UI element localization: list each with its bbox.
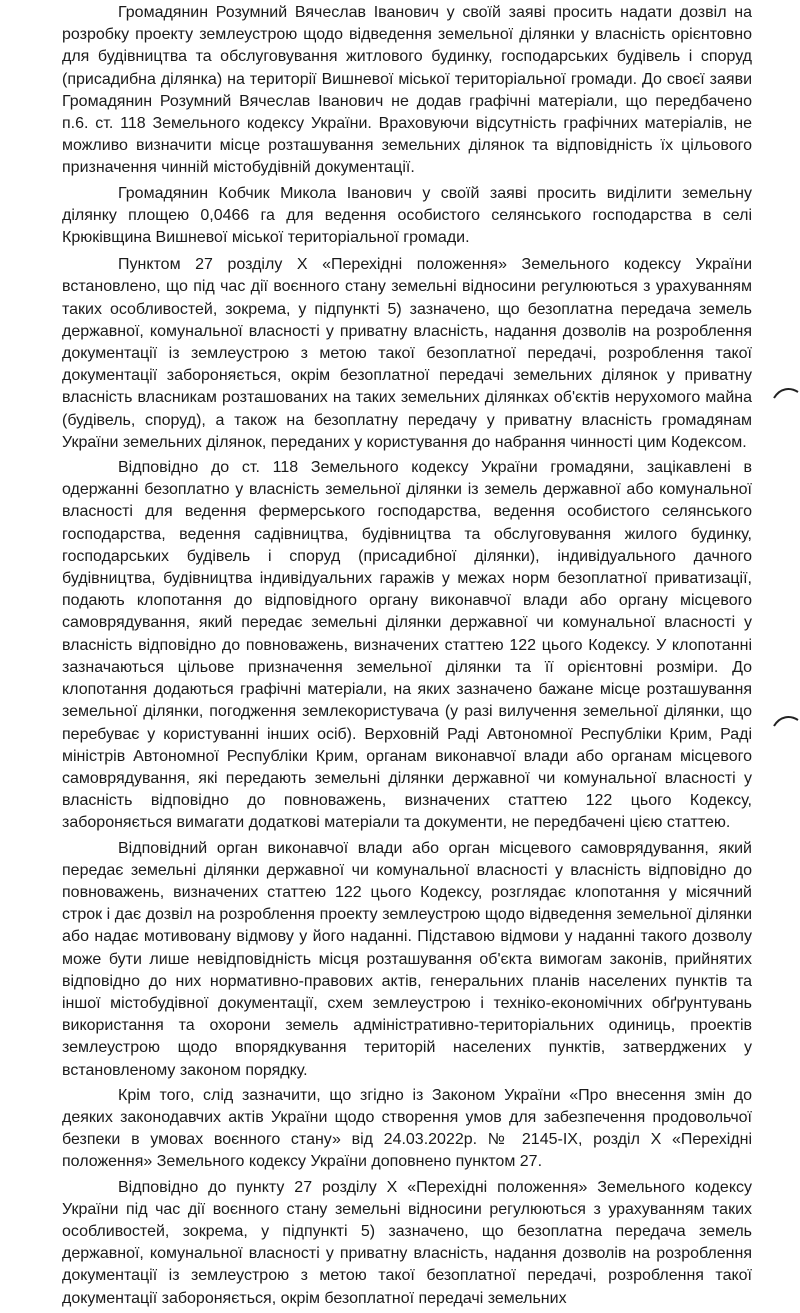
paragraph-authority-review: Відповідний орган виконавчої влади або орган місцевого самоврядування, який передає земельні ділянки державної чи комунальної власності у власність відповідно до повноважень, визначених статтею 122 цього Кодексу, розглядає клопотання у місячний строк і дає дозвіл на розроблення проекту землеустрою щодо відведення земельної ділянки або надає мотивовану відмову у його наданні. Підставою відмови у наданні такого дозволу може бути лише невідповідність місця розташування об'єкта вимогам законів, прийнятих відповідно до них нормативно-правових актів, генеральних планів населених пунктів та іншої містобудівної документації, схем землеустрою і техніко-економічних обґрунтувань використання та охорони земель адміністративно-територіальних одиниць, проектів землеустрою щодо впорядкування територій населених пунктів, затверджених у встановленому законом порядку. — [62, 839, 752, 1079]
paragraph-point-27-repeat: Відповідно до пункту 27 розділу X «Перехідні положення» Земельного кодексу України під час дії воєнного стану земельні відносини регулюються з урахуванням таких особливостей, зокрема, у підпункті 5) зазначено, що безоплатна передача земель державної, комунальної власності у приватну власність, надання дозволів на розроблення документації із землеустрою з метою такої безоплатної передачі, розроблення такої документації забороняється, окрім безоплатної передачі земельних — [62, 1178, 752, 1307]
margin-scan-mark — [772, 714, 800, 728]
paragraph-rozumnyi-application: Громадянин Розумний Вячеслав Іванович у своїй заяві просить надати дозвіл на розробку проекту землеустрою щодо відведення земельної ділянки у власність орієнтовно для будівництва та обслуговування житлового будинку, господарських будівель і споруд (присадибна ділянка) на території Вишневої міської територіальної громади. До своєї заяви Громадянин Розумний Вячеслав Іванович не додав графічні матеріали, що передбачено п.6. ст. 118 Земельного кодексу України. Враховуючи відсутність графічних матеріалів, не можливо визначити місце розташування земельних ділянок та відповідність їх цільового призначення чинній містобудівній документації. — [62, 4, 752, 177]
paragraph-article-118: Відповідно до ст. 118 Земельного кодексу України громадяни, зацікавлені в одержанні безоплатно у власність земельної ділянки із земель державної або комунальної власності для ведення фермерського господарства, ведення особистого селянського господарства, ведення садівництва, будівництва та обслуговування жилого будинку, господарських будівель і споруд (присадибної ділянки), індивідуального дачного будівництва, будівництва індивідуальних гаражів у межах норм безоплатної приватизації, подають клопотання до відповідного органу виконавчої влади або органу місцевого самоврядування, який передає земельні ділянки державної чи комунальної власності у власність відповідно до повноважень, визначених статтею 122 цього Кодексу. У клопотанні зазначаються цільове призначення земельної ділянки та її орієнтовні розміри. До клопотання додаються графічні матеріали, на яких зазначено бажане місце розташування земельної ділянки, погодження землекористувача (у разі вилучення земельної ділянки, що перебуває у користуванні інших осіб). Верховній Раді Автономної Республіки Крим, Раді міністрів Автономної Республіки Крим, органам виконавчої влади або органам місцевого самоврядування, які передають земельні ділянки державної чи комунальної власності у власність відповідно до повноважень, визначених статтею 122 цього Кодексу, забороняється вимагати додаткові матеріали та документи, не передбачені цією статтею. — [62, 459, 752, 832]
document-page — [62, 2, 752, 1313]
paragraph-law-2145: Крім того, слід зазначити, що згідно із Законом України «Про внесення змін до деяких законодавчих актів України щодо створення умов для забезпечення продовольчої безпеки в умовах воєнного стану» від 24.03.2022р. № 2145-IX, розділ X «Перехідні положення» Земельного кодексу України доповнено пунктом 27. — [62, 1086, 752, 1171]
paragraph-kobchyk-application: Громадянин Кобчик Микола Іванович у своїй заяві просить виділити земельну ділянку площею 0,0466 га для ведення особистого селянського господарства в селі Крюківщина Вишневої міської територіальної громади. — [62, 184, 752, 247]
paragraph-point-27-transitional: Пунктом 27 розділу X «Перехідні положення» Земельного кодексу України встановлено, що під час дії воєнного стану земельні відносини регулюються з урахуванням таких особливостей, зокрема, у підпункті 5) зазначено, що безоплатна передача земель державної, комунальної власності у приватну власність, надання дозволів на розроблення документації із землеустрою з метою такої безоплатної передачі, розроблення такої документації забороняється, окрім безоплатної передачі земельних ділянок у приватну власність власникам розташованих на таких земельних ділянках об'єктів нерухомого майна (будівель, споруд), а також на безоплатну передачу у приватну власність громадянам України земельних ділянок, переданих у користування до набрання чинності цим Кодексом. — [62, 256, 752, 451]
margin-scan-mark — [772, 386, 800, 400]
